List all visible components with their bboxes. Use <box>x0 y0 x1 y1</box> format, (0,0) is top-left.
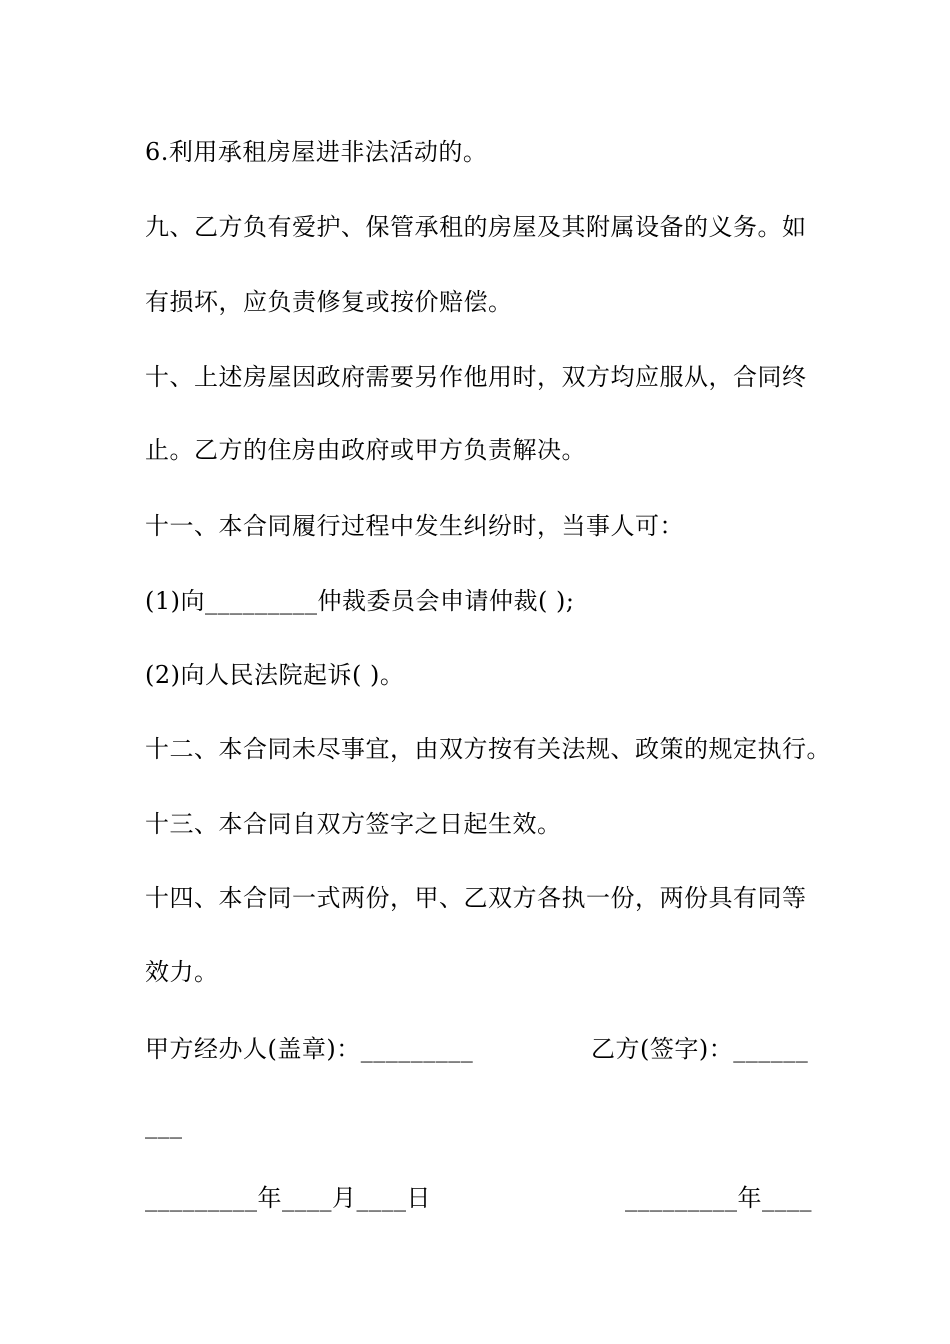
party-a-date: _________年____月____日 <box>145 1184 431 1212</box>
clause-13-text: 十三、本合同自双方签字之日起生效。 <box>145 810 562 838</box>
clause-14-line-2: 效力。 <box>145 958 219 986</box>
clause-11-option-1: (1)向_________仲裁委员会申请仲裁( ); <box>145 587 575 615</box>
clause-10-line-2: 止。乙方的住房由政府或甲方负责解决。 <box>145 436 586 464</box>
clause-9-line-2: 有损坏，应负责修复或按价赔偿。 <box>145 288 513 316</box>
clause-11-option-2: (2)向人民法院起诉( )。 <box>145 661 405 689</box>
party-b-signature-wrap: ___ <box>145 1111 183 1139</box>
clause-12-text: 十二、本合同未尽事宜，由双方按有关法规、政策的规定执行。 <box>145 735 831 763</box>
clause-10-line-1: 十、上述房屋因政府需要另作他用时，双方均应服从，合同终 <box>145 363 807 391</box>
clause-14-line-1: 十四、本合同一式两份，甲、乙双方各执一份，两份具有同等 <box>145 884 807 912</box>
party-b-date: _________年____ <box>625 1184 812 1212</box>
clause-11-text: 十一、本合同履行过程中发生纠纷时，当事人可： <box>145 512 684 540</box>
party-a-signature-label: 甲方经办人(盖章)：_________ <box>145 1035 474 1063</box>
party-b-signature-label: 乙方(签字)：______ <box>591 1035 809 1063</box>
clause-9-line-1: 九、乙方负有爱护、保管承租的房屋及其附属设备的义务。如 <box>145 213 807 241</box>
clause-6-text: 6.利用承租房屋进非法活动的。 <box>145 138 488 166</box>
